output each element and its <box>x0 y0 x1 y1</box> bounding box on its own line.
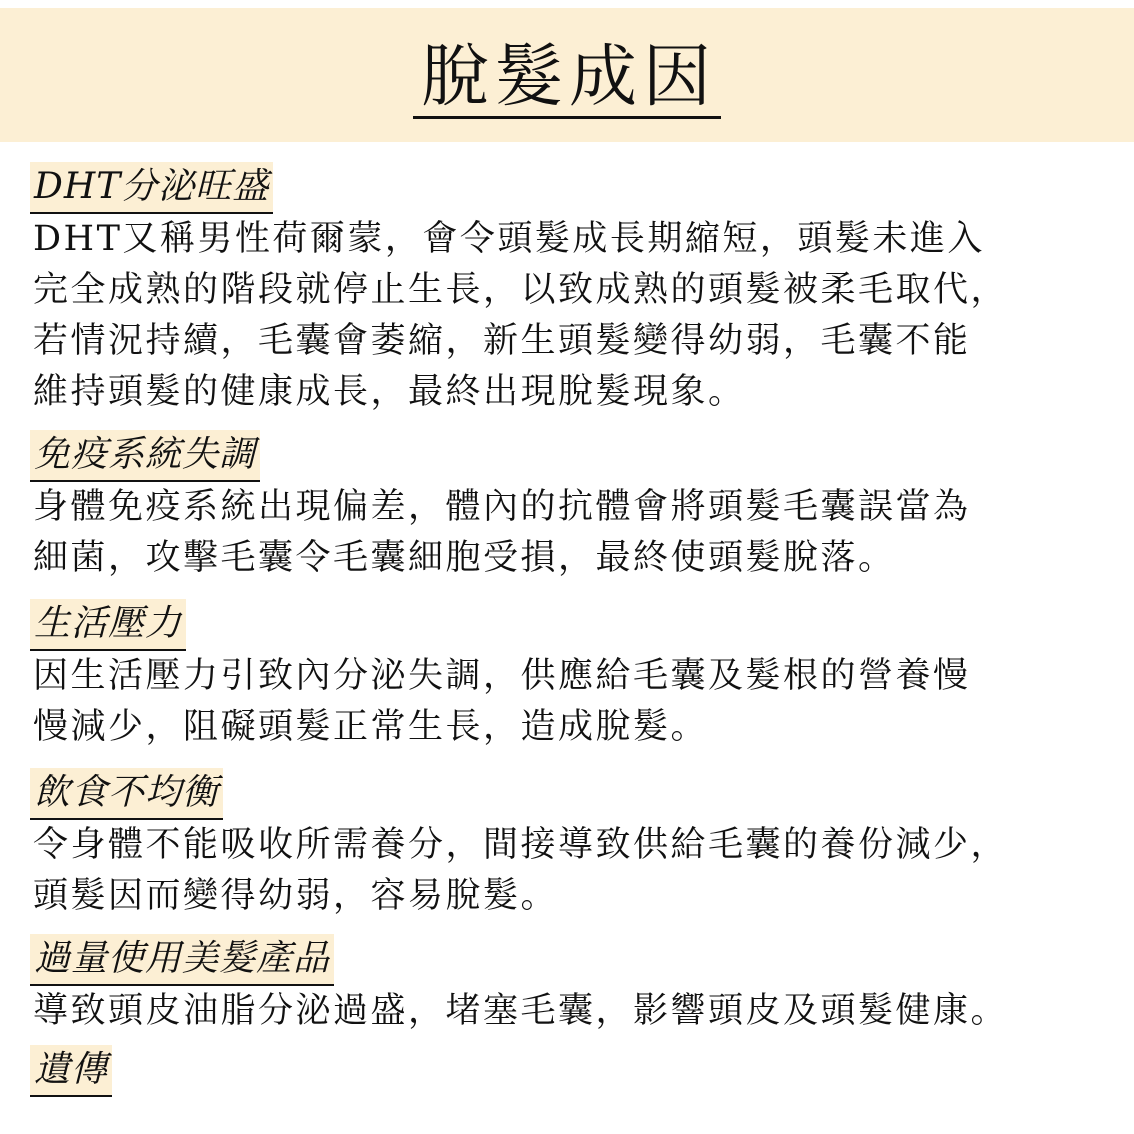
section-immune <box>30 430 1130 584</box>
section-body-diet: 令身體不能吸收所需養分，間接導致供給毛囊的養份減少， 頭髮因而變得幼弱，容易脫髮。 <box>33 825 1009 916</box>
section-heading-stress: 生活壓力 <box>30 599 186 651</box>
section-genetics <box>30 1045 1130 1097</box>
content-area <box>30 162 1130 1097</box>
section-body-stress: 因生活壓力引致內分泌失調，供應給毛囊及髮根的營養慢 慢減少，阻礙頭髮正常生長，造成脫髮。 <box>33 656 971 747</box>
section-body-hair-products: 導致頭皮油脂分泌過盛，堵塞毛囊，影響頭皮及頭髮健康。 <box>33 991 1009 1031</box>
header-band <box>0 8 1134 142</box>
section-heading-hair-products: 過量使用美髮產品 <box>30 934 334 986</box>
section-diet <box>30 768 1130 922</box>
section-body-dht: DHT又稱男性荷爾蒙，會令頭髮成長期縮短，頭髮未進入 完全成熟的階段就停止生長，以致成熟的頭髮被柔毛取代， 若情況持續，毛囊會萎縮，新生頭髮變得幼弱，毛囊不能 維持頭髮的健康成長，最終出現脫髮現象。 <box>33 219 1009 412</box>
section-dht <box>30 162 1130 418</box>
top-margin <box>0 0 1134 8</box>
section-body-immune: 身體免疫系統出現偏差，體內的抗體會將頭髮毛囊誤當為 細菌，攻擊毛囊令毛囊細胞受損，最終使頭髮脫落。 <box>33 487 971 578</box>
section-heading-dht: DHT分泌旺盛 <box>30 162 273 214</box>
page-title: 脫髮成因 <box>413 42 721 119</box>
section-stress <box>30 599 1130 753</box>
section-heading-immune: 免疫系統失調 <box>30 430 260 482</box>
section-heading-diet: 飲食不均衡 <box>30 768 223 820</box>
section-hair-products <box>30 934 1130 1037</box>
section-heading-genetics: 遺傳 <box>30 1045 112 1097</box>
